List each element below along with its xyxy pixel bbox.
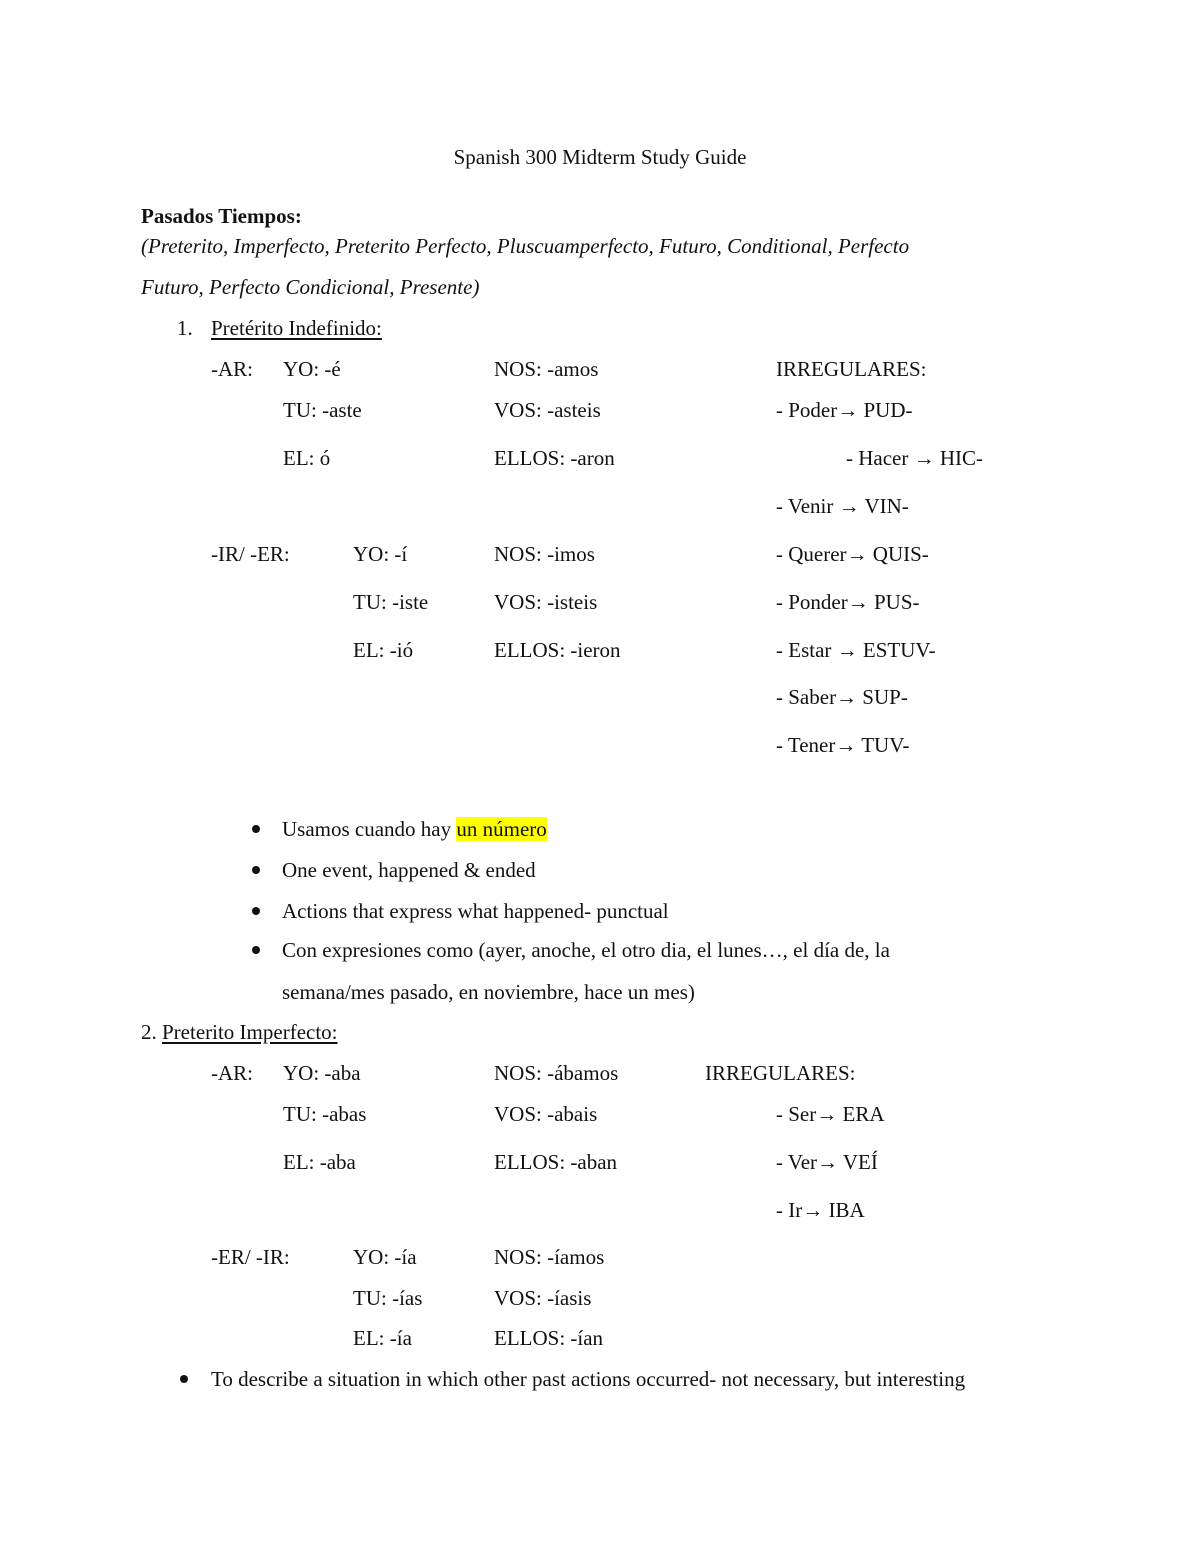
imp-irregular-item: - Ir→ IBA — [776, 1198, 865, 1222]
irregular-item: - Hacer → HIC- — [846, 446, 984, 470]
irregular-item: - Querer→ QUIS- — [776, 542, 929, 566]
irregular-item: - Estar → ESTUV- — [776, 638, 936, 662]
tenses-list-line-1: (Preterito, Imperfecto, Preterito Perfecto, Pluscuamperfecto, Futuro, Conditional, Perfecto — [141, 234, 910, 258]
bullet-text: Con expresiones como (ayer, anoche, el otro dia, el lunes…, el día de, la — [282, 938, 890, 962]
imp-er-ir-label: -ER/ -IR: — [211, 1245, 290, 1269]
list-number: 1. — [177, 316, 193, 340]
ar-label: -AR: — [211, 357, 253, 381]
imp-ar-tu: TU: -abas — [283, 1102, 367, 1126]
preterito-heading: Pretérito Indefinido: — [211, 316, 382, 340]
irregular-item: - Tener→ TUV- — [776, 733, 910, 757]
ar-vos: VOS: -asteis — [494, 398, 601, 422]
imp-irregular-item: - Ser→ ERA — [776, 1102, 885, 1126]
imp-er-ir-tu: TU: -ías — [353, 1286, 423, 1310]
ir-er-tu: TU: -iste — [353, 590, 429, 614]
bullet-text-prefix: Usamos cuando hay — [282, 817, 457, 841]
bullet-text: One event, happened & ended — [282, 858, 536, 882]
imp-er-ir-yo: YO: -ía — [353, 1245, 417, 1269]
ar-ellos: ELLOS: -aron — [494, 446, 615, 470]
imp-ar-vos: VOS: -abais — [494, 1102, 598, 1126]
ir-er-yo: YO: -í — [353, 542, 408, 566]
ir-er-nos: NOS: -imos — [494, 542, 595, 566]
ir-er-el: EL: -ió — [353, 638, 414, 662]
irregular-item: - Ponder→ PUS- — [776, 590, 920, 614]
ir-er-vos: VOS: -isteis — [494, 590, 598, 614]
imp-er-ir-vos: VOS: -íasis — [494, 1286, 592, 1310]
bullet-text — [282, 816, 547, 842]
bullet-text-continued: semana/mes pasado, en noviembre, hace un mes) — [282, 980, 695, 1004]
imp-ar-ellos: ELLOS: -aban — [494, 1150, 618, 1174]
ar-el: EL: ó — [283, 446, 331, 470]
imp-er-ir-nos: NOS: -íamos — [494, 1245, 605, 1269]
ar-nos: NOS: -amos — [494, 357, 599, 381]
ir-er-label: -IR/ -ER: — [211, 542, 290, 566]
ir-er-ellos: ELLOS: -ieron — [494, 638, 621, 662]
ar-yo: YO: -é — [283, 357, 341, 381]
imperfecto-heading: Preterito Imperfecto: — [162, 1020, 338, 1044]
imp-irregular-item: - Ver→ VEÍ — [776, 1150, 878, 1174]
document-title: Spanish 300 Midterm Study Guide — [453, 145, 747, 169]
bullet-text: Actions that express what happened- punctual — [282, 899, 669, 923]
imp-ar-label: -AR: — [211, 1061, 253, 1085]
section-heading: Pasados Tiempos: — [141, 204, 302, 228]
imp-ar-nos: NOS: -ábamos — [494, 1061, 619, 1085]
list-number: 2. — [141, 1020, 162, 1044]
ar-tu: TU: -aste — [283, 398, 362, 422]
bullet-text: To describe a situation in which other past actions occurred- not necessary, but interesting — [211, 1367, 966, 1391]
bullet-icon — [252, 825, 260, 833]
highlighted-text: un número — [456, 817, 547, 841]
irregular-item: - Venir → VIN- — [776, 494, 909, 518]
imp-er-ir-ellos: ELLOS: -ían — [494, 1326, 604, 1350]
imp-ar-el: EL: -aba — [283, 1150, 356, 1174]
bullet-icon — [252, 866, 260, 874]
irregulares-label: IRREGULARES: — [776, 357, 927, 381]
bullet-icon — [180, 1375, 188, 1383]
irregular-item: - Poder→ PUD- — [776, 398, 913, 422]
irregular-item: - Saber→ SUP- — [776, 685, 908, 709]
imp-ar-yo: YO: -aba — [283, 1061, 361, 1085]
tenses-list-line-2: Futuro, Perfecto Condicional, Presente) — [141, 275, 480, 299]
imp-irregulares-label: IRREGULARES: — [705, 1061, 856, 1085]
bullet-icon — [252, 907, 260, 915]
imp-er-ir-el: EL: -ía — [353, 1326, 412, 1350]
bullet-icon — [252, 946, 260, 954]
imperfecto-title — [141, 1019, 338, 1045]
